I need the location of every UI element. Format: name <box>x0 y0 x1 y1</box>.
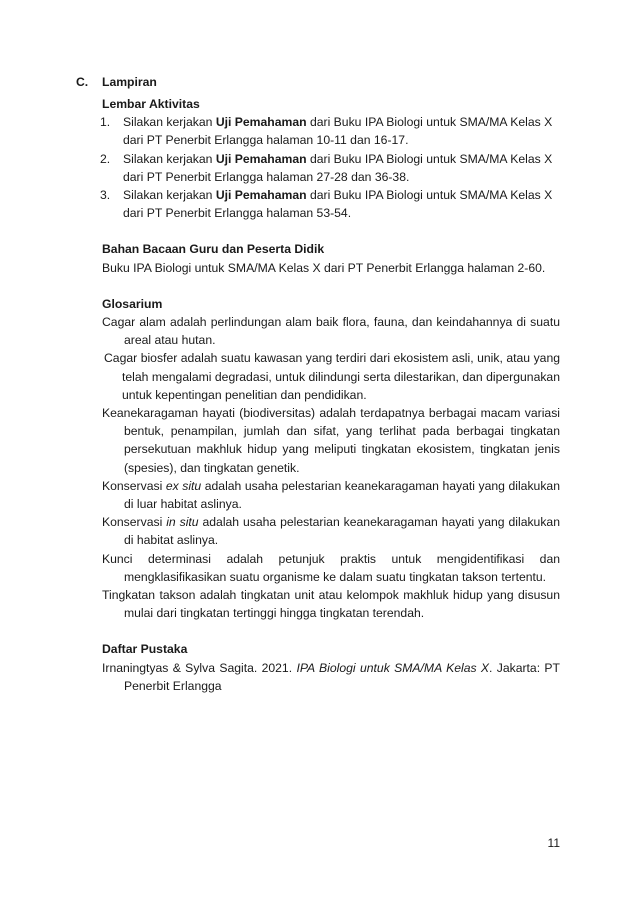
glossary-heading: Glosarium <box>102 296 163 311</box>
activity-item-post: dari Buku IPA Biologi untuk SMA/MA Kelas X dari PT Penerbit Erlangga halaman 27-28 dan 36-38. <box>123 151 553 184</box>
activity-item-bold: Uji Pemahaman <box>215 188 307 203</box>
activity-item-pre: Silakan kerjakan <box>123 115 216 130</box>
glossary-entry-italic: in situ <box>166 515 199 530</box>
section-content <box>102 95 560 695</box>
section-title: Lampiran <box>102 75 157 89</box>
activity-heading: Lembar Aktivitas <box>102 97 200 111</box>
bibliography-publisher: . Jakarta: PT Penerbit Erlangga <box>124 660 561 693</box>
glossary-entry-text: Keanekaragaman hayati (biodiversitas) adalah terdapatnya berbagai macam variasi bentuk, penampilan, jumlah dan sifat, yang terlihat pada berbagai tingkatan persekutuan makhluk hidup yang meliputi tingkatan ekosistem, tingkatan jenis (spesies), dan tingkatan genetik. <box>102 406 560 475</box>
activity-item-number: 3. <box>100 188 111 203</box>
glossary-entry <box>102 349 560 404</box>
activity-item-post: dari Buku IPA Biologi untuk SMA/MA Kelas X dari PT Penerbit Erlangga halaman 53-54. <box>123 188 553 221</box>
activity-item-pre: Silakan kerjakan <box>123 151 216 166</box>
section-letter: C. <box>76 75 89 89</box>
glossary-entry-text: Cagar biosfer adalah suatu kawasan yang terdiri dari ekosistem asli, unik, atau yang telah mengalami degradasi, untuk dilindungi serta dilestarikan, dan dipergunakan untuk kepentingan penelitian dan pendidikan. <box>104 351 560 402</box>
glossary-entry-text: Konservasi <box>102 515 167 530</box>
activity-item <box>102 186 560 222</box>
glossary-entry-text: Konservasi <box>102 478 166 493</box>
glossary-entry-text: Cagar alam adalah perlindungan alam baik flora, fauna, dan keindahannya di suatu areal atau hutan. <box>102 315 560 348</box>
glossary-entry <box>102 313 560 349</box>
activity-item-number: 1. <box>100 115 111 130</box>
glossary-entry <box>102 586 560 622</box>
page-number: 11 <box>547 836 560 850</box>
bibliography-entry <box>102 659 560 695</box>
glossary-entry <box>102 477 560 513</box>
activity-item <box>102 150 560 186</box>
glossary-entry-text-rest: adalah usaha pelestarian keanekaragaman hayati yang dilakukan di habitat aslinya. <box>124 515 560 548</box>
activity-item-post: dari Buku IPA Biologi untuk SMA/MA Kelas X dari PT Penerbit Erlangga halaman 10-11 dan 16-17. <box>123 115 553 148</box>
bibliography-authors: Irnaningtyas & Sylva Sagita. 2021. <box>102 660 297 675</box>
glossary-entry-text: Tingkatan takson adalah tingkatan unit atau kelompok makhluk hidup yang disusun mulai dari tingkatan tertinggi hingga tingkatan terendah. <box>102 588 560 621</box>
glossary-entry <box>102 404 560 477</box>
activity-item-bold: Uji Pemahaman <box>215 151 307 166</box>
activity-item <box>102 113 560 149</box>
reading-text: Buku IPA Biologi untuk SMA/MA Kelas X dari PT Penerbit Erlangga halaman 2-60. <box>102 260 546 275</box>
glossary-entry-text-rest: adalah usaha pelestarian keanekaragaman hayati yang dilakukan di luar habitat aslinya. <box>124 478 560 512</box>
bibliography-heading: Daftar Pustaka <box>102 642 188 657</box>
bibliography-book-title: IPA Biologi untuk SMA/MA Kelas X <box>296 660 490 675</box>
glossary-entry-text: Kunci determinasi adalah petunjuk praktis untuk mengidentifikasi dan mengklasifikasikan suatu organisme ke dalam suatu tingkatan takson tertentu. <box>102 551 560 584</box>
activity-item-number: 2. <box>100 151 111 166</box>
reading-heading: Bahan Bacaan Guru dan Peserta Didik <box>102 242 325 257</box>
section-heading <box>76 75 157 89</box>
activity-item-pre: Silakan kerjakan <box>123 188 216 203</box>
activity-list <box>102 113 560 222</box>
glossary-entry-italic: ex situ <box>165 478 202 493</box>
activity-item-bold: Uji Pemahaman <box>215 115 307 130</box>
glossary-entry <box>102 550 560 586</box>
glossary-entry <box>102 513 560 549</box>
